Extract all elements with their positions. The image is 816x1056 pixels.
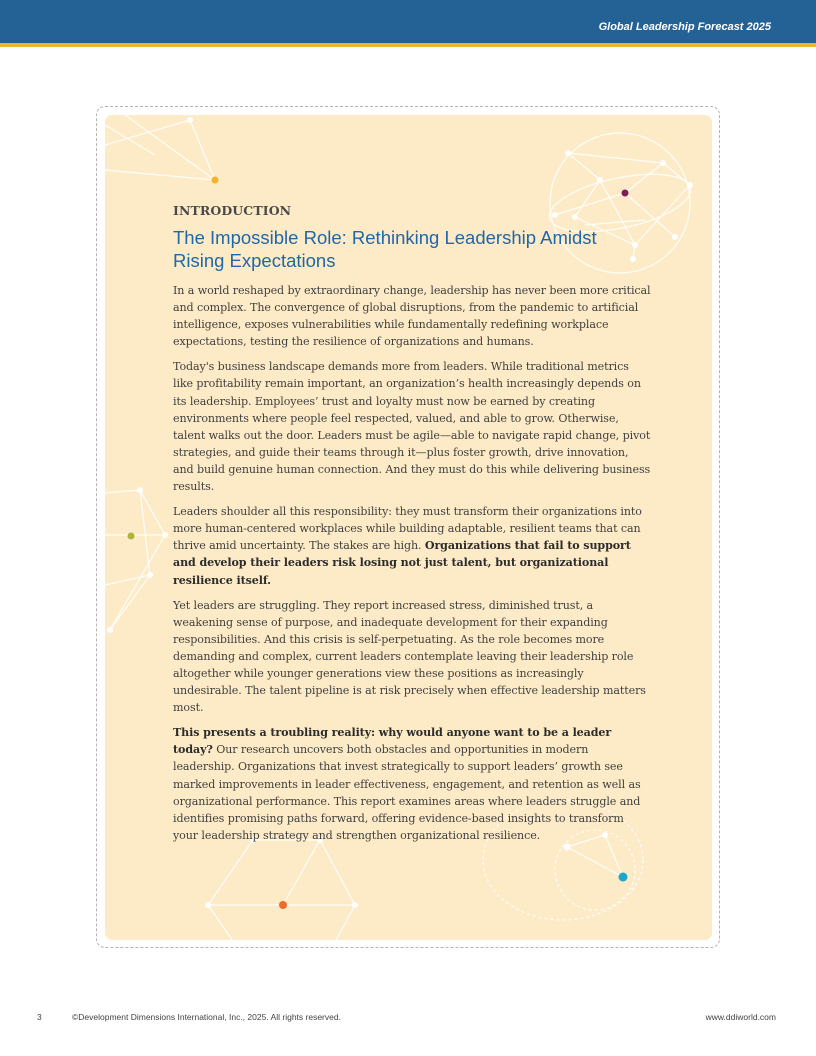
paragraph-5-emphasis: This presents a troubling reality: why would anyone want to be a leader today? bbox=[173, 726, 612, 757]
paragraph-1: In a world reshaped by extraordinary change, leadership has never been more critical and complex. The convergence of global disruptions, from the pandemic to artificial intelligence, exposes vulnerabilities while fundamentally redefining workplace expectations, testing the resilience of organizations and humans. bbox=[173, 284, 651, 349]
intro-content bbox=[173, 203, 651, 852]
website-link[interactable]: www.ddiworld.com bbox=[705, 1012, 776, 1022]
accent-dot-yellow bbox=[212, 177, 219, 184]
title-line-2: Rising Expectations bbox=[173, 250, 336, 271]
accent-dot-orange bbox=[279, 901, 287, 909]
section-eyebrow: INTRODUCTION bbox=[173, 203, 292, 218]
report-title: Global Leadership Forecast 2025 bbox=[598, 21, 771, 33]
copyright-notice: ©Development Dimensions International, Inc., 2025. All rights reserved. bbox=[72, 1012, 341, 1022]
section-title bbox=[173, 226, 651, 272]
header-accent-stripe bbox=[0, 43, 816, 47]
paragraph-5 bbox=[173, 724, 651, 844]
paragraph-3-text: Leaders shoulder all this responsibility: they must transform their organizations into more human-centered workplaces while building adaptable, resilient teams that can thrive amid uncertainty. The stakes are high. bbox=[173, 505, 642, 553]
title-line-1: The Impossible Role: Rethinking Leadership Amidst bbox=[173, 227, 597, 248]
paragraph-2: Today's business landscape demands more from leaders. While traditional metrics like profitability remain important, an organization’s health increasingly depends on its leadership. Employees’ trust and loyalty must now be earned by creating environments where people feel respected, valued, and able to grow. Otherwise, talent walks out the door. Leaders must be agile—able to navigate rapid change, pivot strategies, and guide their teams through it—plus foster growth, drive innovation, and build genuine human connection. And they must do this while delivering business results. bbox=[173, 360, 651, 494]
paragraph-3 bbox=[173, 503, 651, 588]
paragraph-4: Yet leaders are struggling. They report increased stress, diminished trust, a weakening sense of purpose, and inadequate development for their expanding responsibilities. And this crisis is self-perpetuating. As the role becomes more demanding and complex, current leaders contemplate leaving their leadership role altogether while younger generations view these positions as increasingly undesirable. The talent pipeline is at risk precisely when effective leadership matters most. bbox=[173, 598, 646, 715]
accent-dot-green bbox=[128, 533, 135, 540]
paragraph-5-text: Our research uncovers both obstacles and opportunities in modern leadership. Organizations that invest strategically to support leaders’ growth see marked improvements in leader effectiveness, engagement, and retention as well as organizational performance. This report examines areas where leaders struggle and identifies promising paths forward, offering evidence-based insights to transform your leadership strategy and strengthen organizational resilience. bbox=[173, 743, 641, 842]
intro-panel bbox=[105, 115, 712, 940]
paragraph-3-emphasis: Organizations that fail to support and develop their leaders risk losing not just talent, but organizational resilience itself. bbox=[173, 539, 631, 587]
accent-dot-purple bbox=[622, 190, 629, 197]
accent-dot-cyan bbox=[619, 873, 628, 882]
page-number: 3 bbox=[37, 1012, 42, 1022]
